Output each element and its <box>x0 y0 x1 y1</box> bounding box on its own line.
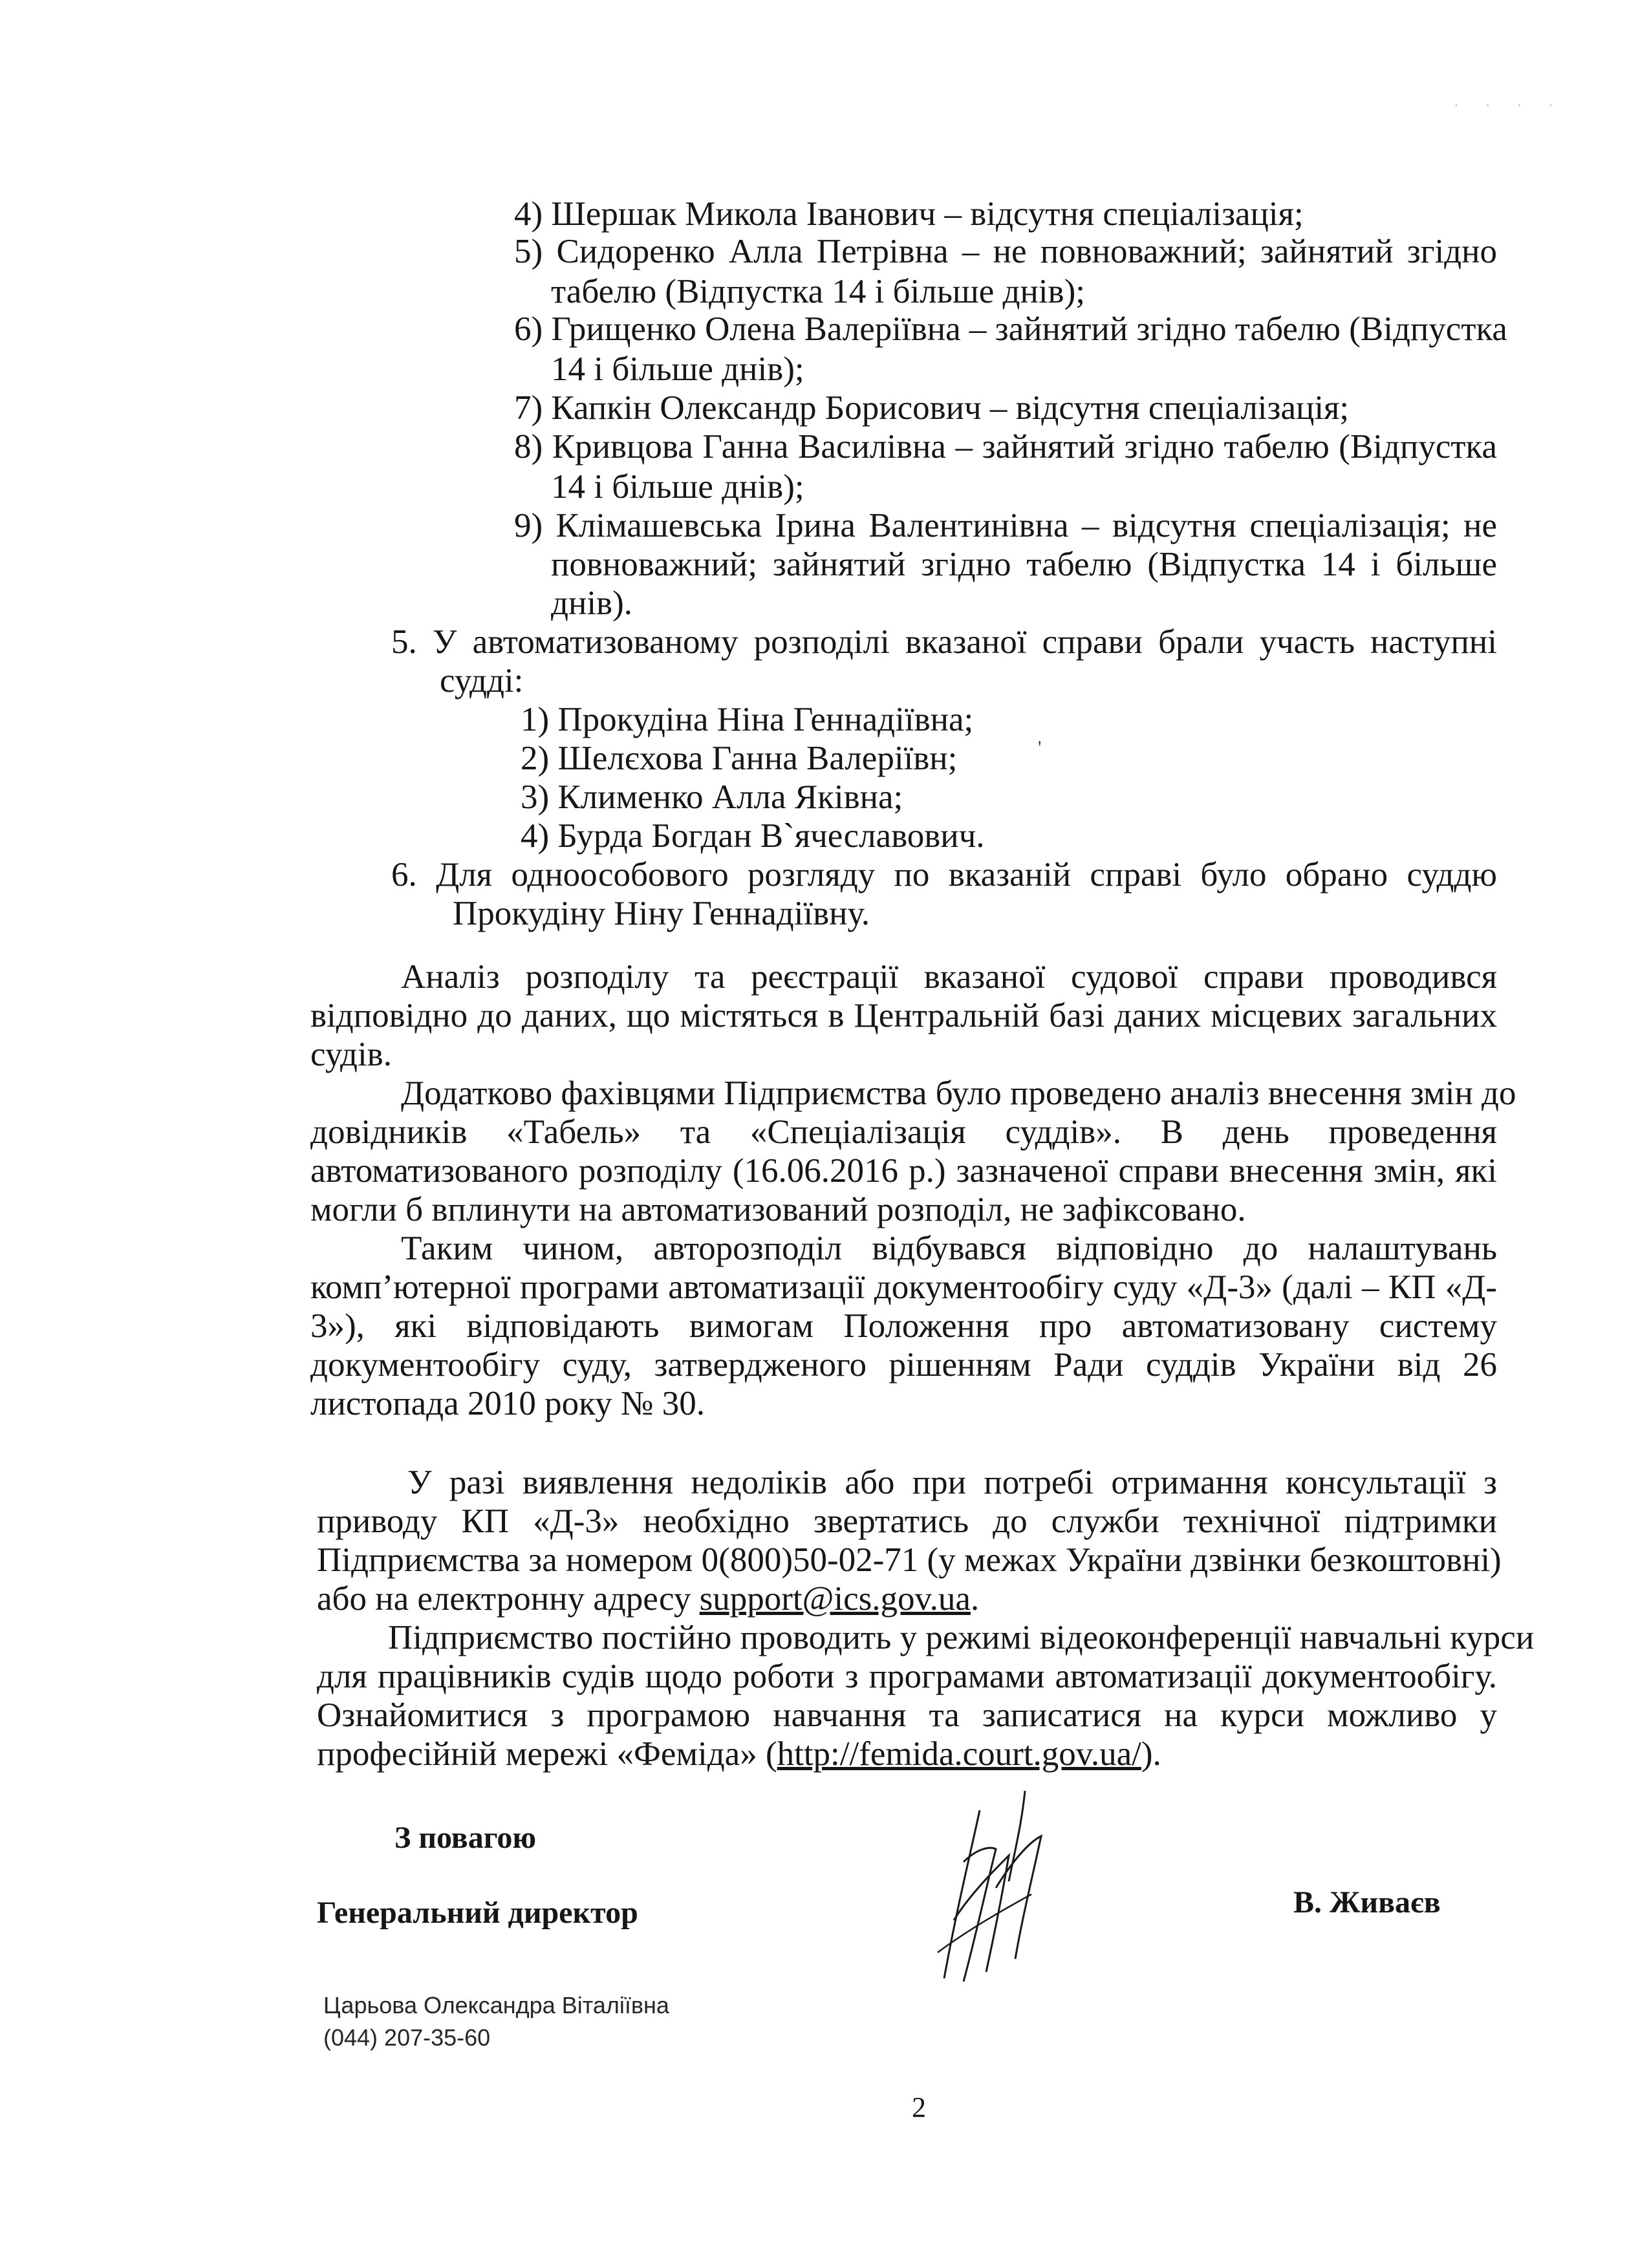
paragraph-training: Ознайомитися з програмою навчання та записатися на курси можливо у <box>317 1696 1497 1734</box>
paragraph-analysis: судів. <box>310 1036 392 1073</box>
paragraph-conclusion: 3»), які відповідають вимогам Положення про автоматизовану систему <box>310 1307 1497 1345</box>
paragraph-training: Підприємство постійно проводить у режимі відеоконференції навчальні курси <box>388 1619 1535 1656</box>
femida-url-link[interactable]: http://femida.court.gov.ua/ <box>777 1735 1141 1773</box>
numbered-item-6: 6. Для одноособового розгляду по вказаній справі було обрано суддю <box>391 856 1498 893</box>
numbered-item-5-cont: судді: <box>440 662 524 700</box>
paragraph-conclusion: комп’ютерної програми автоматизації документообігу суду «Д-3» (далі – КП «Д- <box>310 1268 1497 1306</box>
paragraph-conclusion: Таким чином, авторозподіл відбувався відповідно до налаштувань <box>401 1230 1497 1267</box>
paragraph-training: для працівників судів щодо роботи з програмами автоматизації документообігу. <box>317 1658 1497 1695</box>
participant-judge-3: 3) Клименко Алла Яківна; <box>521 778 903 816</box>
numbered-item-5: 5. У автоматизованому розподілі вказаної справи брали участь наступні <box>391 623 1497 661</box>
paragraph-conclusion: документообігу суду, затвердженого рішенням Ради суддів України від 26 <box>310 1346 1497 1384</box>
numbered-item-6-cont: Прокудіну Ніну Геннадіївну. <box>453 895 870 932</box>
list-item-4: 4) Шершак Микола Іванович – відсутня спеціалізація; <box>514 195 1304 233</box>
handwritten-signature-icon <box>918 1784 1067 1991</box>
list-item-9: 9) Клімашевська Ірина Валентинівна – відсутня спеціалізація; не <box>514 507 1498 544</box>
paragraph-support: Підприємства за номером 0(800)50-02-71 (у межах України дзвінки безкоштовні) <box>317 1541 1502 1579</box>
list-item-8-cont: 14 і більше днів); <box>551 468 804 506</box>
list-item-6-cont: 14 і більше днів); <box>551 350 804 388</box>
executor-phone: (044) 207-35-60 <box>323 2024 491 2051</box>
scan-artifact: · · · · <box>1454 97 1565 113</box>
list-item-9-cont: повноважний; зайнятий згідно табелю (Відпустка 14 і більше <box>551 546 1497 583</box>
participant-judge-4: 4) Бурда Богдан В`ячеславович. <box>521 817 985 855</box>
paragraph-training-last: професійній мережі «Феміда» (http://femida.court.gov.ua/). <box>317 1735 1161 1773</box>
paragraph-support: У разі виявлення недоліків або при потребі отримання консультації з <box>407 1464 1497 1501</box>
list-item-8: 8) Кривцова Ганна Василівна – зайнятий згідно табелю (Відпустка <box>514 428 1498 465</box>
paragraph-additional: автоматизованого розподілу (16.06.2016 р.) зазначеної справи внесення змін, які <box>310 1152 1497 1190</box>
paragraph-conclusion: листопада 2010 року № 30. <box>310 1385 705 1422</box>
paragraph-additional: могли б вплинути на автоматизований розподіл, не зафіксовано. <box>310 1191 1246 1228</box>
paragraph-additional: Додатково фахівцями Підприємства було проведено аналіз внесення змін до <box>401 1075 1516 1112</box>
paragraph-support: приводу КП «Д-3» необхідно звертатись до служби технічної підтримки <box>317 1503 1497 1540</box>
list-item-9-cont: днів). <box>551 584 632 622</box>
signatory-position: Генеральний директор <box>317 1896 638 1930</box>
paragraph-analysis: відповідно до даних, що містяться в Центральній базі даних місцевих загальних <box>310 997 1497 1034</box>
executor-name: Царьова Олександра Віталіївна <box>323 1992 669 2018</box>
list-item-7: 7) Капкін Олександр Борисович – відсутня спеціалізація; <box>514 389 1350 427</box>
paragraph-analysis: Аналіз розподілу та реєстрації вказаної судової справи проводився <box>401 958 1497 996</box>
paragraph-additional: довідників «Табель» та «Спеціалізація суддів». В день проведення <box>310 1113 1497 1151</box>
paragraph-support-last: або на електронну адресу support@ics.gov.ua. <box>317 1580 980 1618</box>
page-number: 2 <box>912 2091 926 2123</box>
signatory-name: В. Живаєв <box>1293 1885 1441 1920</box>
participant-judge-1: 1) Прокудіна Ніна Геннадіївна; <box>521 701 974 738</box>
list-item-6: 6) Грищенко Олена Валеріївна – зайнятий згідно табелю (Відпустка <box>514 310 1507 348</box>
list-item-5-cont: табелю (Відпустка 14 і більше днів); <box>551 273 1085 310</box>
list-item-5: 5) Сидоренко Алла Петрівна – не повноважний; зайнятий згідно <box>514 233 1498 270</box>
participant-judge-2: 2) Шелєхова Ганна Валеріївн; <box>521 740 958 777</box>
support-email-link[interactable]: support@ics.gov.ua <box>699 1580 971 1618</box>
closing-regards: З повагою <box>394 1821 536 1855</box>
scan-mark: ' <box>1038 737 1042 758</box>
